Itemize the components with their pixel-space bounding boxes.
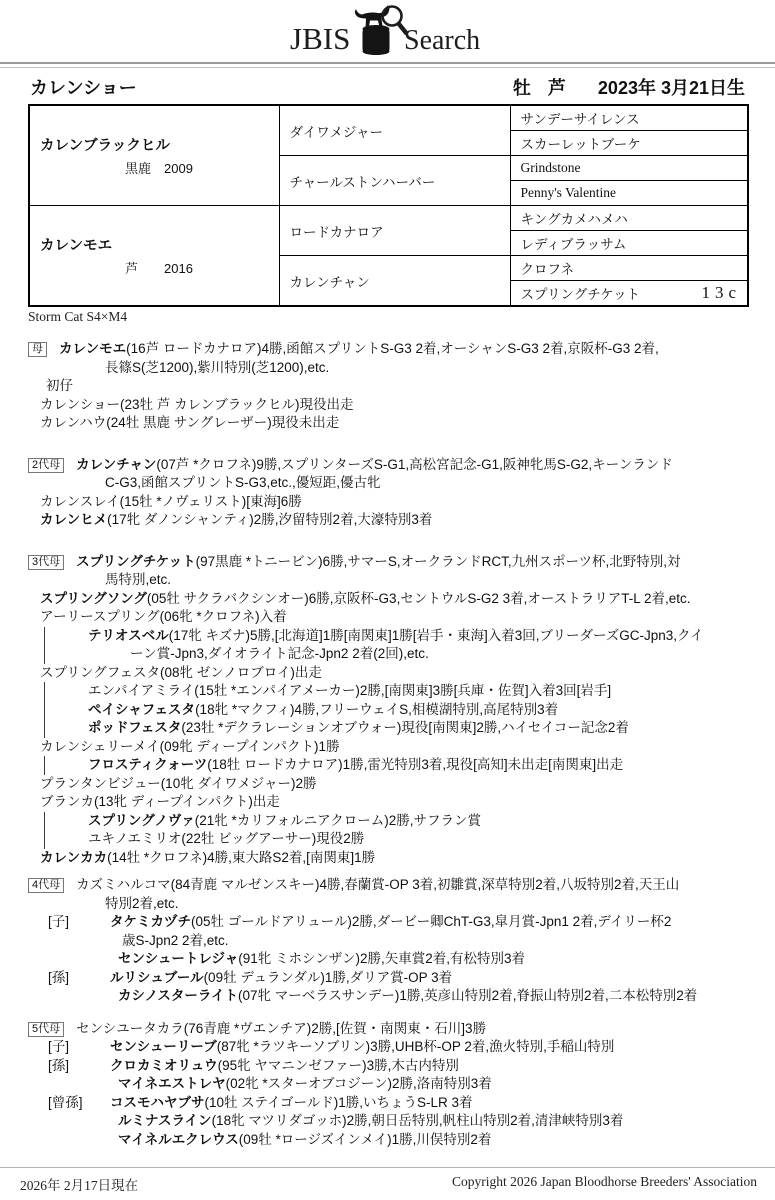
section-label: 5代母 xyxy=(28,1022,64,1037)
family-section xyxy=(0,876,775,1006)
sex-coat-birth xyxy=(513,74,745,100)
relation-tag: [孫] xyxy=(48,969,70,985)
line-text: (05牡 サクラバクシンオー)6勝,京阪杯-G3,セントウルS-G2 3着,オーストラリアT-L 2着,etc. xyxy=(146,590,691,606)
family-line xyxy=(0,1131,775,1150)
line-text: (02牝 *スターオブコジーン)2勝,洛南特別3着 xyxy=(225,1076,492,1091)
line-text: センシユータカラ(76青鹿 *ヴエンチア)2勝,[佐賀・南関東・石川]3勝 xyxy=(76,1020,487,1036)
section-label: 2代母 xyxy=(28,458,64,473)
footer-copyright: Copyright 2026 Japan Bloodhorse Breeders' Association xyxy=(451,1174,757,1189)
section-label: 母 xyxy=(28,342,47,357)
line-text: (14牡 *クロフネ)4勝,東大路S2着,[南関東]1勝 xyxy=(107,849,376,865)
line-text: カレンハウ(24牡 黒鹿 サングレーザー)現役未出走 xyxy=(40,415,340,430)
parent-name: カレンモエ xyxy=(40,238,113,254)
great-grandparent-cell: レディブラッサム xyxy=(510,231,748,256)
line-text: カレンシェリーメイ(09牝 ディープインパクト)1勝 xyxy=(40,738,340,754)
line-text: (95牝 ヤマニンゼファー)3勝,木古内特別 xyxy=(217,1057,459,1073)
family-line xyxy=(0,493,775,512)
parent-name: カレンブラックヒル xyxy=(40,138,170,154)
horse-name-bold: センシューリーブ xyxy=(110,1039,217,1054)
family-line xyxy=(0,738,775,757)
family-line xyxy=(0,895,775,914)
relation-tag: [子] xyxy=(48,1039,70,1054)
horse-name-bold: タケミカヅチ xyxy=(110,914,191,929)
line-text: プランタンビジュー(10牝 ダイワメジャー)2勝 xyxy=(40,775,317,791)
jbis-logo xyxy=(288,4,488,60)
pedigree-row xyxy=(29,105,748,131)
line-text: (17牝 キズナ)5勝,[北海道]1勝[南関東]1勝[岩手・東海]入着3回,ブリーダーズGC-Jpn3,クイ xyxy=(168,627,704,643)
line-text: アーリースプリング(06牝 *クロフネ)入着 xyxy=(40,609,287,624)
line-text: (23牡 *デクラレーションオブウォー)現役[南関東]2勝,ハイセイコー記念2着 xyxy=(181,720,629,735)
horse-name-bold: テリオスベル xyxy=(88,627,169,643)
family-line xyxy=(0,950,775,969)
family-line xyxy=(0,1075,775,1094)
horse-name-bold: クロカミオリュウ xyxy=(110,1057,218,1073)
section-label: 4代母 xyxy=(28,878,64,893)
horse-name-bold: カレンモエ xyxy=(59,341,127,356)
great-grandparent-cell: キングカメハメハ xyxy=(510,206,748,231)
family-line xyxy=(0,627,775,646)
horse-name-bold: スプリングチケット xyxy=(76,553,196,569)
line-text: (97黒鹿 *トニービン)6勝,サマーS,オークランドRCT,九州スポーツ杯,北野特別,対 xyxy=(195,553,681,569)
family-line xyxy=(0,456,775,475)
tree-connector-line xyxy=(44,645,45,664)
line-text: (17牝 ダノンシャンティ)2勝,汐留特別2着,大濠特別3着 xyxy=(107,512,433,527)
family-line xyxy=(0,876,775,895)
family-line xyxy=(0,377,775,396)
section-label: 3代母 xyxy=(28,555,64,570)
family-line xyxy=(0,664,775,683)
family-area xyxy=(0,340,775,1149)
family-line xyxy=(0,775,775,794)
line-text: カレンスレイ(15牡 *ノヴェリスト)[東海]6勝 xyxy=(40,493,302,509)
family-line xyxy=(0,645,775,664)
horse-name-bold: カシノスターライト xyxy=(118,988,239,1003)
family-line xyxy=(0,793,775,812)
horse-name-bold: カレンカカ xyxy=(40,849,108,865)
family-line xyxy=(0,1038,775,1057)
family-line xyxy=(0,756,775,775)
title-bar xyxy=(30,73,745,100)
line-text: (09牡 *ロージズインメイ)1勝,川俣特別2着 xyxy=(238,1131,492,1147)
family-line xyxy=(0,608,775,627)
grandparent-cell: ロードカナロア xyxy=(279,206,510,256)
family-section xyxy=(0,1020,775,1150)
grandparent-cell: ダイワメジャー xyxy=(279,105,510,156)
horse-name-bold: マイネエストレヤ xyxy=(118,1076,226,1091)
footer xyxy=(20,1174,757,1194)
line-text: 特別2着,etc. xyxy=(105,895,179,911)
dam-cell xyxy=(29,206,279,307)
birth-date: 2023年 3月21日生 xyxy=(597,77,745,98)
family-line xyxy=(0,987,775,1006)
family-line xyxy=(0,932,775,951)
great-grandparent-cell: スカーレットブーケ xyxy=(510,131,748,156)
pedigree-table xyxy=(28,104,749,307)
line-text: (91牝 ミホシンザン)2勝,矢車賞2着,有松特別3着 xyxy=(238,951,525,966)
family-line xyxy=(0,571,775,590)
sex-label: 牡 xyxy=(512,77,531,98)
grandparent-cell: チャールストンハーバー xyxy=(279,156,510,206)
family-number: 13c xyxy=(701,283,741,302)
horse-name-bold: カレンチャン xyxy=(76,456,157,472)
great-grandparent-cell: クロフネ xyxy=(510,256,748,281)
line-text: 馬特別,etc. xyxy=(105,572,172,587)
family-line xyxy=(0,830,775,849)
family-line xyxy=(0,359,775,378)
line-text: 長篠S(芝1200),紫川特別(芝1200),etc. xyxy=(105,359,330,375)
family-line xyxy=(0,396,775,415)
pedigree-table-body xyxy=(29,105,748,306)
line-text: (87牝 *ラツキーソブリン)3勝,UHB杯-OP 2着,漁火特別,手稲山特別 xyxy=(216,1039,615,1054)
tree-connector-line xyxy=(44,812,45,831)
footer-divider xyxy=(0,1167,775,1168)
line-text: (18牝 *マクフィ)4勝,フリーウェイS,相模湖特別,高尾特別3着 xyxy=(195,701,559,717)
line-text: 歳S-Jpn2 2着,etc. xyxy=(122,932,229,948)
ancestor-name: スプリングチケット xyxy=(520,287,640,302)
family-line xyxy=(0,1094,775,1113)
grandparent-cell: カレンチャン xyxy=(279,256,510,307)
header xyxy=(0,4,775,65)
line-text: (10牡 ステイゴールド)1勝,いちょうS-LR 3着 xyxy=(204,1094,473,1110)
family-line xyxy=(0,849,775,868)
horse-name-bold: カレンヒメ xyxy=(40,512,108,527)
tree-connector-line xyxy=(44,682,45,701)
horse-name-bold: ルミナスライン xyxy=(118,1113,212,1128)
horse-name-bold: センシュートレジャ xyxy=(118,951,239,966)
horse-name-bold: スプリングノヴァ xyxy=(88,812,195,828)
line-text: (05牡 ゴールドアリュール)2勝,ダービー卿ChT-G3,皐月賞-Jpn1 2着,デイリー杯2 xyxy=(191,914,672,929)
line-text: (21牝 *カリフォルニアクローム)2勝,サフラン賞 xyxy=(194,812,481,828)
family-line xyxy=(0,414,775,433)
family-section xyxy=(0,456,775,530)
great-grandparent-cell xyxy=(510,281,748,307)
horse-name-bold: コスモハヤブサ xyxy=(110,1094,205,1110)
family-line xyxy=(0,1112,775,1131)
family-section xyxy=(0,340,775,433)
tree-connector-line xyxy=(44,719,45,738)
great-grandparent-cell: Grindstone xyxy=(510,156,748,181)
footer-date: 2026年 2月17日現在 xyxy=(20,1178,139,1193)
horse-name-bold: マイネルエクレウス xyxy=(118,1131,239,1147)
search-text: Search xyxy=(403,25,480,56)
family-line xyxy=(0,701,775,720)
line-text: (18牝 マツリダゴッホ)2勝,朝日岳特別,帆柱山特別2着,清津峡特別3着 xyxy=(211,1113,624,1128)
horse-name-bold: フロスティクォーツ xyxy=(88,757,208,772)
family-line xyxy=(0,719,775,738)
line-text: カレンショー(23牡 芦 カレンブラックヒル)現役出走 xyxy=(40,396,354,412)
family-line xyxy=(0,682,775,701)
line-text: C-G3,函館スプリントS-G3,etc.,優短距,優古牝 xyxy=(105,475,381,490)
sire-cell xyxy=(29,105,279,206)
family-line xyxy=(0,913,775,932)
tree-connector-line xyxy=(44,627,45,646)
tree-connector-line xyxy=(44,701,45,720)
horse-name-bold: ペイシャフェスタ xyxy=(88,701,196,717)
family-line xyxy=(0,812,775,831)
header-divider xyxy=(0,62,775,68)
family-line xyxy=(0,340,775,359)
family-line xyxy=(0,1020,775,1039)
family-line xyxy=(0,590,775,609)
inbreeding-note: Storm Cat S4×M4 xyxy=(28,309,128,324)
line-text: (18牡 ロードカナロア)1勝,雷光特別3着,現役[高知]未出走[南関東]出走 xyxy=(207,757,624,772)
line-text: (07牝 マーベラスサンデー)1勝,英彦山特別2着,脊振山特別2着,二本松特別2着 xyxy=(238,988,698,1003)
family-line xyxy=(0,553,775,572)
horse-name-bold: スプリングソング xyxy=(40,590,147,606)
pedigree-row xyxy=(29,206,748,231)
horse-name-bold: ルリシュブール xyxy=(110,969,204,985)
tree-connector-line xyxy=(44,756,45,775)
line-text: 初仔 xyxy=(46,378,73,393)
line-text: ユキノエミリオ(22牡 ビッグアーサー)現役2勝 xyxy=(88,831,365,846)
horse-name-bold: ポッドフェスタ xyxy=(88,720,182,735)
tree-connector-line xyxy=(44,830,45,849)
coat-label: 芦 xyxy=(547,77,566,98)
relation-tag: [曾孫] xyxy=(48,1094,83,1110)
jbis-text: JBIS xyxy=(289,21,350,56)
relation-tag: [子] xyxy=(48,914,70,929)
line-text: (16芦 ロードカナロア)4勝,函館スプリントS-G3 2着,オーシャンS-G3 2着,京阪杯-G3 2着, xyxy=(126,341,659,356)
family-section xyxy=(0,553,775,868)
line-text: ーン賞-Jpn3,ダイオライト記念-Jpn2 2着(2回),etc. xyxy=(130,646,429,661)
great-grandparent-cell: Penny's Valentine xyxy=(510,181,748,206)
line-text: エンパイアミライ(15牡 *エンパイアメーカー)2勝,[南関東]3勝[兵庫・佐賀]入着3回[岩手] xyxy=(88,683,612,698)
horse-name-title: カレンショー xyxy=(30,77,137,98)
line-text: スプリングフェスタ(08牝 ゼンノロブロイ)出走 xyxy=(40,664,322,680)
family-line xyxy=(0,511,775,530)
line-text: カズミハルコマ(84青鹿 マルゼンスキー)4勝,春蘭賞-OP 3着,初雛賞,深草特別2着,八坂特別2着,天王山 xyxy=(76,877,680,892)
line-text: (09牡 デュランダル)1勝,ダリア賞-OP 3着 xyxy=(203,969,453,985)
great-grandparent-cell: サンデーサイレンス xyxy=(510,105,748,131)
parent-coat-year: 黒鹿 2009 xyxy=(125,161,193,176)
parent-coat-year: 芦 2016 xyxy=(125,261,193,276)
line-text: (07芦 *クロフネ)9勝,スプリンターズS-G1,高松宮記念-G1,阪神牝馬S-G2,キーンランド xyxy=(156,456,673,472)
family-line xyxy=(0,1057,775,1076)
relation-tag: [孫] xyxy=(48,1057,70,1073)
line-text: ブランカ(13牝 ディープインパクト)出走 xyxy=(40,794,280,809)
family-line xyxy=(0,474,775,493)
family-line xyxy=(0,969,775,988)
